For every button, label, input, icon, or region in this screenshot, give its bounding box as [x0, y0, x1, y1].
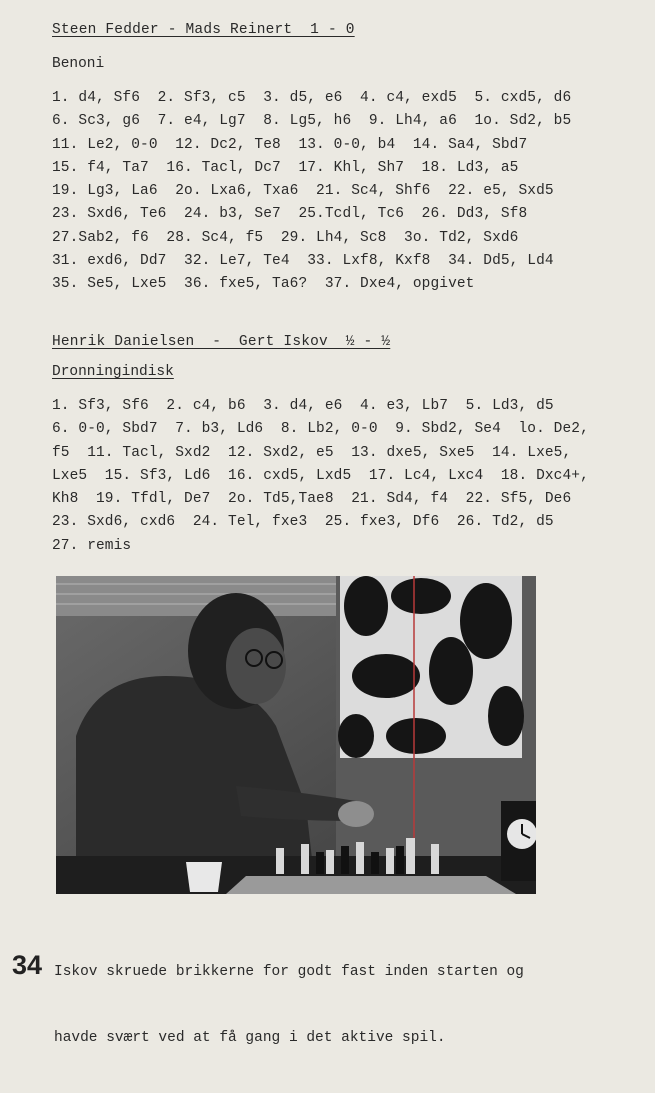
- game2-moves: [52, 395, 627, 558]
- photo-caption: [54, 917, 524, 1093]
- caption-line: havde svært ved at få gang i det aktive spil.: [54, 1030, 446, 1046]
- move-line: f5 11. Tacl, Sxd2 12. Sxd2, e5 13. dxe5, Sxe5 14. Lxe5,: [52, 444, 572, 461]
- move-line: 19. Lg3, La6 2o. Lxa6, Txa6 21. Sc4, Shf6 22. e5, Sxd5: [52, 183, 554, 200]
- game1-title: Steen Fedder - Mads Reinert 1 - 0: [52, 22, 355, 38]
- move-line: 15. f4, Ta7 16. Tacl, Dc7 17. Khl, Sh7 18. Ld3, a5: [52, 159, 519, 176]
- move-line: 6. 0-0, Sbd7 7. b3, Ld6 8. Lb2, 0-0 9. Sbd2, Se4 lo. De2,: [52, 421, 589, 438]
- move-line: 11. Le2, 0-0 12. Dc2, Te8 13. 0-0, b4 14. Sa4, Sbd7: [52, 136, 528, 153]
- move-line: Kh8 19. Tfdl, De7 2o. Td5,Tae8 21. Sd4, f4 22. Sf5, De6: [52, 491, 572, 508]
- move-line: 1. d4, Sf6 2. Sf3, c5 3. d5, e6 4. c4, exd5 5. cxd5, d6: [52, 90, 572, 106]
- move-line: 27.Sab2, f6 28. Sc4, f5 29. Lh4, Sc8 3o. Td2, Sxd6: [52, 229, 519, 246]
- move-line: 1. Sf3, Sf6 2. c4, b6 3. d4, e6 4. e3, Lb7 5. Ld3, d5: [52, 398, 554, 414]
- move-line: 23. Sxd6, Te6 24. b3, Se7 25.Tcdl, Tc6 26. Dd3, Sf8: [52, 206, 528, 223]
- game2-title: Henrik Danielsen - Gert Iskov ½ - ½: [52, 334, 391, 350]
- caption-line: Iskov skruede brikkerne for godt fast inden starten og: [54, 964, 524, 980]
- move-line: 23. Sxd6, cxd6 24. Tel, fxe3 25. fxe3, Df6 26. Td2, d5: [52, 514, 554, 531]
- game1-moves: [52, 87, 627, 297]
- move-line: 35. Se5, Lxe5 36. fxe5, Ta6? 37. Dxe4, opgivet: [52, 276, 475, 293]
- move-line: 27. remis: [52, 537, 132, 554]
- photo-chess-player: [56, 576, 536, 894]
- photo-illustration: [56, 576, 536, 894]
- move-line: 6. Sc3, g6 7. e4, Lg7 8. Lg5, h6 9. Lh4, a6 1o. Sd2, b5: [52, 113, 572, 130]
- move-line: 31. exd6, Dd7 32. Le7, Te4 33. Lxf8, Kxf8 34. Dd5, Ld4: [52, 253, 554, 270]
- page-number: 34: [12, 950, 43, 980]
- move-line: Lxe5 15. Sf3, Ld6 16. cxd5, Lxd5 17. Lc4, Lxc4 18. Dxc4+,: [52, 467, 589, 484]
- game1-opening: Benoni: [52, 56, 105, 72]
- game2-opening: Dronningindisk: [52, 364, 174, 380]
